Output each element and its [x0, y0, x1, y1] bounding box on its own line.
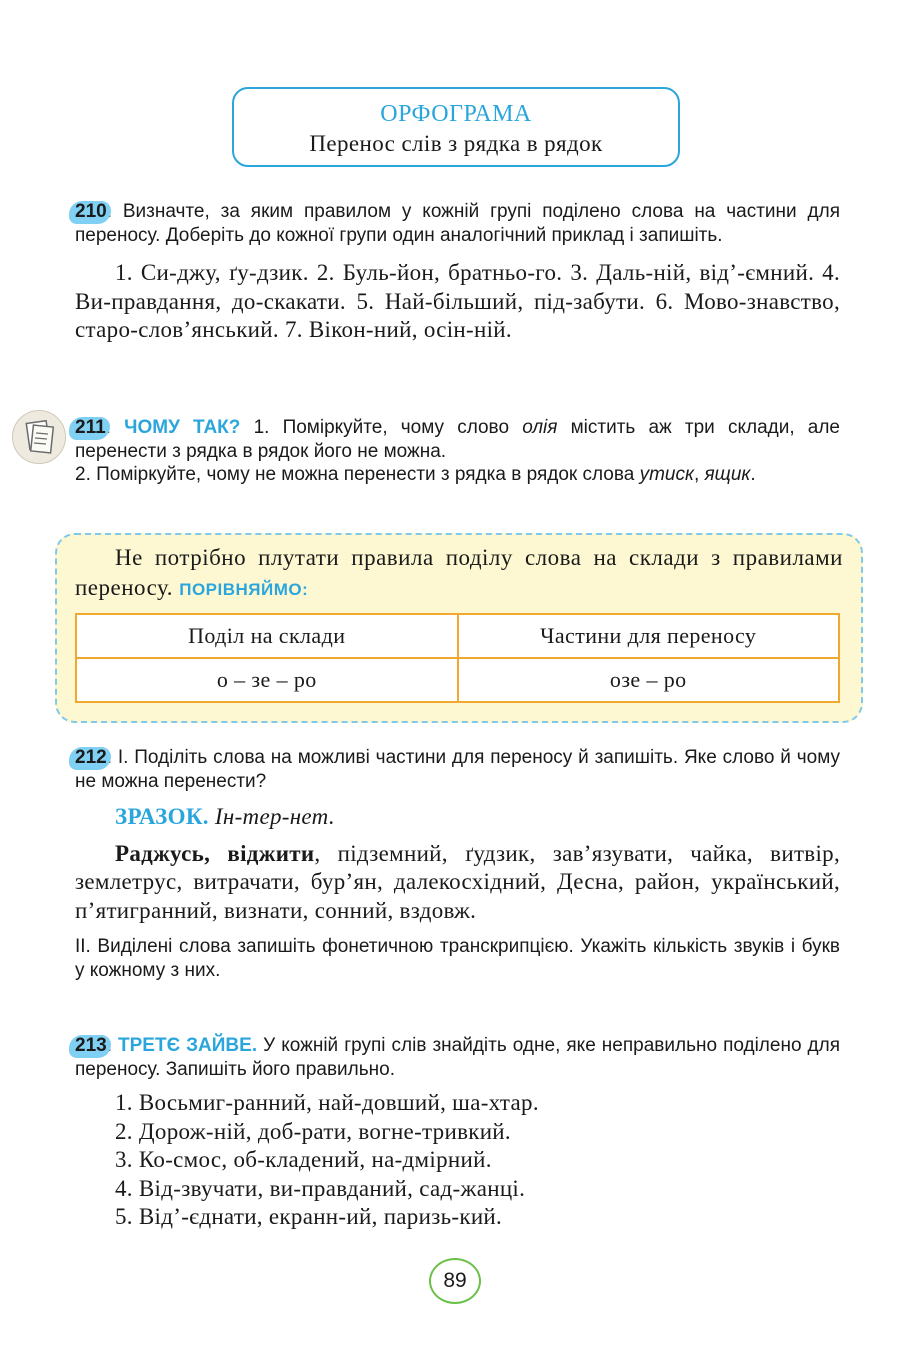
note-paragraph: Не потрібно плутати правила поділу слова на склади з правилами переносу. [75, 545, 843, 600]
table-cell: о – зе – ро [76, 658, 458, 702]
sample-label: ЗРАЗОК. [115, 804, 209, 829]
compare-colon: : [302, 580, 309, 599]
exercise-212-words [75, 840, 840, 926]
table-header-row [76, 614, 839, 658]
table-cell: озе – ро [458, 658, 840, 702]
table-row [76, 658, 839, 702]
list-item: 5. Від’-єднати, екранн-ий, паризь-кий. [115, 1204, 503, 1229]
exercise-number: 210 [75, 201, 107, 222]
list-item: 3. Ко-смос, об-кладений, на-дмірний. [115, 1147, 492, 1172]
exercise-211 [75, 416, 840, 487]
orthogram-subtitle: Перенос слів з рядка в рядок [309, 131, 603, 156]
italic-word: олія [522, 417, 558, 438]
table-header-cell: Поділ на склади [76, 614, 458, 658]
instruction-text: І. Поділіть слова на можливі частини для переносу й запишіть. Яке слово й чому не можна перенести? [75, 747, 840, 792]
notebook-icon [12, 410, 66, 464]
list-item: 4. Від-звучати, ви-правданий, сад-жанці. [115, 1175, 526, 1201]
words-list: , підземний, ґудзик, зав’язувати, чайка, витвір, землетрус, витрачати, бур’ян, далекосхідний, Десна, район, український, п’ятигранний, визнати, сонний, вздовж. [75, 840, 840, 923]
orthogram-box [232, 87, 680, 167]
rule-note-box [55, 533, 863, 723]
exercise-212 [75, 746, 840, 982]
exercise-212-part2: ІІ. Виділені слова запишіть фонетичною транскрипцією. Укажіть кількість звуків і букв у кожному з них. [75, 936, 840, 981]
exercise-213 [75, 1034, 840, 1232]
text-part: 1. Поміркуйте, чому слово [253, 417, 523, 438]
italic-word: утиск [639, 464, 694, 485]
exercise-210-text: 1. Си-джу, ґу-дзик. 2. Буль-йон, братньо-го. 3. Даль-ній, від’-ємний. 4. Ви-правдання, до-скакати. 5. Най-більший, під-забути. 6. Мово-знавство, старо-слов’янський. 7. Вікон-ний, осін-ній. [75, 260, 840, 342]
exercise-211-text: 211. ЧОМУ ТАК? 1. Поміркуйте, чому слово олія містить аж три склади, але перенести з рядка в рядок його не можна. 2. Поміркуйте, чому не можна перенести з рядка в рядок слова утиск, ящик. [75, 417, 841, 485]
exercise-heading: ТРЕТЄ ЗАЙВЕ. [118, 1035, 258, 1056]
list-item: 2. Дорож-ній, доб-рати, вогне-тривкий. [115, 1118, 511, 1144]
exercise-212-instruction: 212. І. Поділіть слова на можливі частини для переносу й запишіть. Яке слово й чому не можна перенести? [75, 747, 840, 792]
text-part: містить аж три склади, але перенести з рядка в рядок його не можна. [75, 417, 841, 462]
exercise-number: 213 [75, 1035, 107, 1056]
table-header-cell: Частини для переносу [458, 614, 840, 658]
sample-word: Ін-тер-нет. [214, 804, 335, 829]
separator: , [693, 464, 705, 485]
bold-words: Раджусь, віджити [115, 840, 315, 866]
instruction-text: Визначте, за яким правилом у кожній групі поділено слова на частини для переносу. Доберіть до кожної групи один аналогічний приклад і запишіть. [75, 201, 840, 246]
comparison-table [75, 613, 840, 703]
sample-line [75, 803, 840, 832]
exercise-213-instruction: 213. ТРЕТЄ ЗАЙВЕ. У кожній групі слів знайдіть одне, яке неправильно поділено для переносу. Запишіть його правильно. [75, 1035, 841, 1080]
instruction-text: У кожній групі слів знайдіть одне, яке неправильно поділено для переносу. Запишіть його правильно. [75, 1035, 841, 1080]
exercise-number: 212 [75, 747, 107, 768]
orthogram-title: ОРФОГРАМА [380, 101, 532, 127]
exercise-heading: ЧОМУ ТАК? [124, 417, 241, 438]
italic-word: ящик [704, 464, 751, 485]
list-item: 1. Восьмиг-ранний, най-довший, ша-хтар. [115, 1090, 539, 1115]
exercise-210-instruction: 210. Визначте, за яким правилом у кожній групі поділено слова на частини для переносу. Доберіть до кожної групи один аналогічний приклад і запишіть. [75, 201, 840, 246]
exercise-number: 211 [75, 417, 106, 438]
text-part: 2. Поміркуйте, чому не можна перенести з рядка в рядок слова [75, 464, 640, 485]
note-text [75, 543, 843, 605]
exercise-213-list [75, 1089, 840, 1232]
exercise-210 [75, 200, 840, 345]
page-number: 89 [429, 1258, 481, 1304]
compare-label: ПОРІВНЯЙМО [179, 580, 303, 599]
punctuation: . [750, 464, 756, 485]
